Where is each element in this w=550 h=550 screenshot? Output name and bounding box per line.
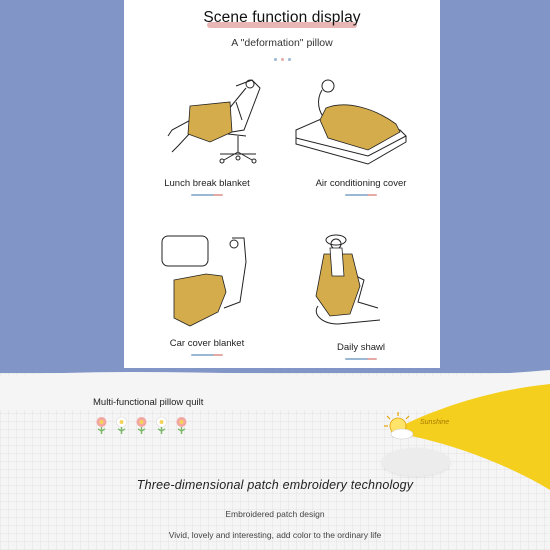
scene-subtitle: A "deformation" pillow xyxy=(231,37,333,49)
sun-cloud-icon xyxy=(382,410,422,444)
embroidery-flowers xyxy=(93,415,190,435)
scene-title: Scene function display xyxy=(203,9,361,26)
tech-tagline: Vivid, lovely and interesting, add color to the ordinary life xyxy=(168,530,382,540)
scene-card xyxy=(124,0,440,368)
shawl-illustration xyxy=(282,232,440,332)
label-underline xyxy=(191,354,223,356)
flower-patch-icon xyxy=(133,415,150,435)
scene-item-air-conditioning xyxy=(282,72,440,222)
decor-dots xyxy=(274,58,291,61)
tech-title: Three-dimensional patch embroidery technology xyxy=(136,478,414,492)
tech-subtitle: Embroidered patch design xyxy=(225,509,325,519)
sunshine-label: Sunshine xyxy=(420,419,450,426)
flower-patch-icon xyxy=(93,415,110,435)
product-title: Multi-functional pillow quilt xyxy=(93,397,204,408)
yellow-corner xyxy=(0,380,550,550)
scene-item-label: Lunch break blanket xyxy=(164,178,250,189)
scene-item-lunch-break xyxy=(128,72,286,222)
car-seat-illustration xyxy=(128,232,286,332)
scene-item-label: Car cover blanket xyxy=(169,338,245,349)
office-chair-illustration xyxy=(128,72,286,172)
scene-item-label: Daily shawl xyxy=(336,342,386,353)
scene-item-car-cover xyxy=(128,232,286,382)
scene-item-label: Air conditioning cover xyxy=(315,178,407,189)
label-underline xyxy=(345,194,377,196)
fabric-sample xyxy=(382,448,450,476)
label-underline xyxy=(191,194,223,196)
label-underline xyxy=(345,358,377,360)
flower-patch-icon xyxy=(173,415,190,435)
bed-illustration xyxy=(282,72,440,172)
flower-patch-icon xyxy=(113,415,130,435)
flower-patch-icon xyxy=(153,415,170,435)
scene-item-daily-shawl xyxy=(282,232,440,382)
